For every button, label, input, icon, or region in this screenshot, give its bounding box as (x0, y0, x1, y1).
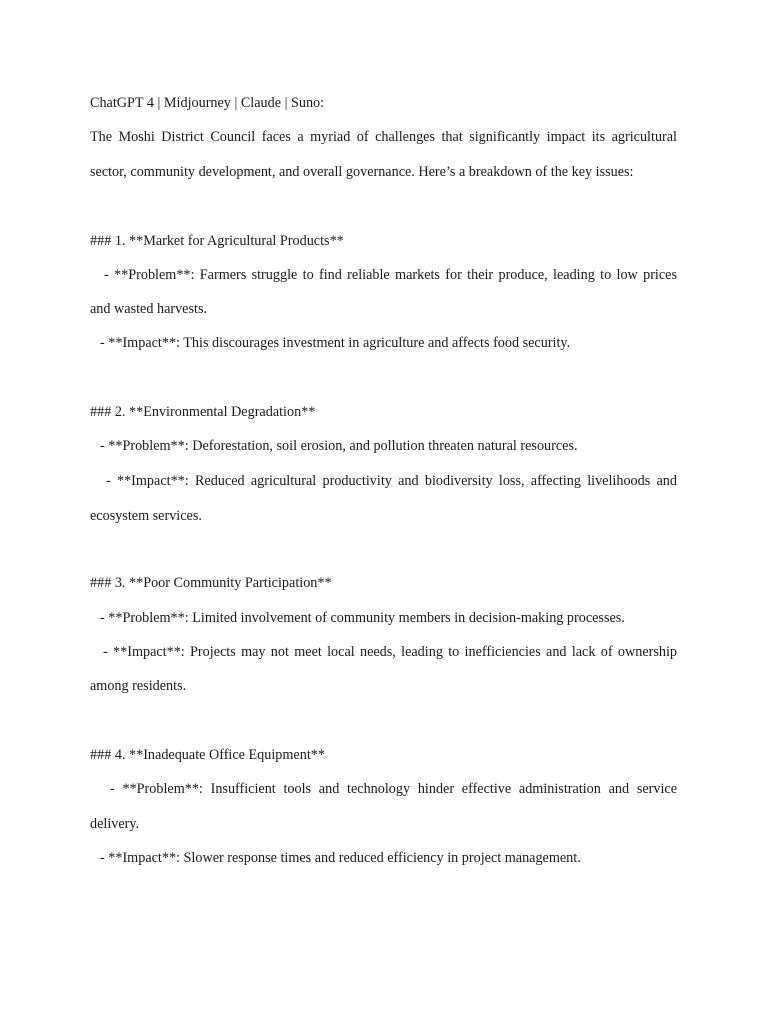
impact-line: - **Impact**: Slower response times and reduced efficiency in project management. (100, 850, 581, 866)
section-heading: ### 2. **Environmental Degradation** (90, 404, 316, 420)
impact-line: ecosystem services. (90, 508, 202, 524)
section-heading: ### 3. **Poor Community Participation** (90, 575, 332, 591)
problem-line: - **Problem**: Farmers struggle to find reliable markets for their produce, leading to low prices (104, 267, 677, 283)
intro-line-2: sector, community development, and overall governance. Here’s a breakdown of the key issues: (90, 164, 634, 180)
impact-line: - **Impact**: This discourages investment in agriculture and affects food security. (100, 335, 571, 351)
section-heading: ### 1. **Market for Agricultural Products** (90, 233, 344, 249)
document-header: ChatGPT 4 | Midjourney | Claude | Suno: (90, 95, 325, 111)
problem-line: - **Problem**: Deforestation, soil erosion, and pollution threaten natural resources. (100, 438, 578, 454)
section-heading: ### 4. **Inadequate Office Equipment** (90, 747, 325, 763)
problem-line: and wasted harvests. (90, 301, 208, 317)
problem-line: delivery. (90, 816, 140, 832)
intro-line-1: The Moshi District Council faces a myriad of challenges that significantly impact its agricultural (90, 129, 677, 145)
impact-line: - **Impact**: Projects may not meet local needs, leading to inefficiencies and lack of ownership (103, 644, 677, 660)
problem-line: - **Problem**: Insufficient tools and technology hinder effective administration and service (110, 781, 677, 797)
impact-line: among residents. (90, 678, 187, 694)
impact-line: - **Impact**: Reduced agricultural productivity and biodiversity loss, affecting livelihoods and (106, 473, 677, 489)
problem-line: - **Problem**: Limited involvement of community members in decision-making processes. (100, 610, 625, 626)
